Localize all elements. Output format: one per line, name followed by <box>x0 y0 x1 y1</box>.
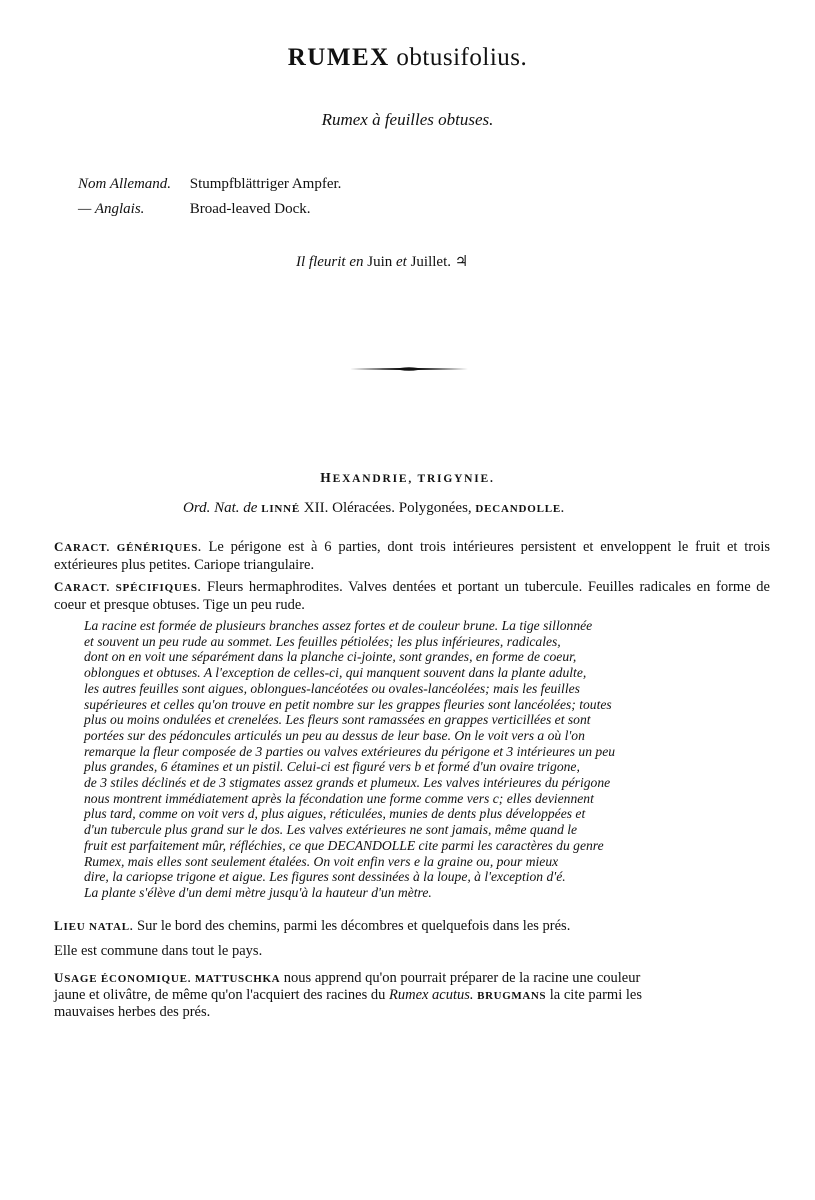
order-families: XII. Oléracées. Polygonées, <box>303 500 472 516</box>
usage-line-2 <box>54 987 770 1004</box>
habitat-text: Sur le bord des chemins, parmi les décombres et quelquefois dans les prés. <box>137 918 571 934</box>
usage-line-1 <box>54 970 770 987</box>
habitat-heading <box>54 918 134 933</box>
generic-text: Le périgone est à 6 parties, dont trois intérieures persistent et enveloppent le fruit et trois extérieures plus petites. Cariope triangulaire. <box>54 539 770 573</box>
linnaean-class <box>0 470 815 486</box>
title-genus: RUMEX <box>287 44 390 71</box>
english-name-row <box>78 197 341 222</box>
english-label: — Anglais. <box>78 201 145 217</box>
usage-author-mattuschka: MATTUSCHKA <box>194 973 281 985</box>
page-title <box>0 44 815 72</box>
divider-ornament <box>350 365 468 373</box>
order-decandolle: DECANDOLLE. <box>475 503 565 515</box>
specific-heading-rest: ARACT. SPÉCIFIQUES. <box>64 582 202 594</box>
usage-author-brugmans: BRUGMANS <box>477 990 547 1002</box>
french-name: Rumex à feuilles obtuses. <box>321 110 494 129</box>
german-label: Nom Allemand. <box>78 176 172 192</box>
specific-heading-initial: C <box>54 579 65 594</box>
description-line: et souvent un peu rude au sommet. Les feuilles pétiolées; les plus inférieures, radicales, <box>84 633 561 649</box>
usage-line-2-end: la cite parmi les <box>549 987 642 1003</box>
description-line: Rumex, mais elles sont seulement étalées. On voit enfin vers e la graine ou, pour mieux <box>84 853 559 869</box>
generic-heading-rest: ARACT. GÉNÉRIQUES. <box>64 542 202 554</box>
flowering-en: en <box>349 254 364 270</box>
german-name-row <box>78 172 341 197</box>
description-line: supérieures et celles qu'on trouve en petit nombre sur les grappes fleuries sont lancéolées; toutes <box>84 696 612 712</box>
habitat-heading-rest: IEU NATAL. <box>63 921 134 933</box>
flowering-prefix: Il fleurit <box>296 254 346 270</box>
description-line: dire, la cariopse trigone et aigue. Les figures sont dessinées à la loupe, à l'exception d'é. <box>84 869 566 885</box>
title-species: obtusifolius. <box>396 44 528 71</box>
description-line: plus tard, comme on voit vers d, plus aigues, réticulées, munies de dents plus développées et <box>84 806 586 822</box>
perennial-symbol: ♃ <box>454 254 469 270</box>
description-line: nous montrent immédiatement après la fécondation une forme comme vers c; elles deviennent <box>84 790 594 806</box>
flowering-month-1: Juin <box>367 254 393 270</box>
description-line: La racine est formée de plusieurs branches assez fortes et de couleur brune. La tige sillonnée <box>84 618 593 633</box>
class-rest: EXANDRIE, TRIGYNIE. <box>332 473 495 485</box>
usage-heading <box>54 970 192 985</box>
common-names <box>78 172 341 222</box>
flowering-month-2: Juillet. <box>410 254 452 270</box>
flowering-line <box>296 252 468 271</box>
description-line: de 3 stiles déclinés et de 3 stigmates assez grands et plumeux. Les valves intérieures du périgone <box>84 775 611 791</box>
usage-line-3: mauvaises herbes des prés. <box>54 1004 211 1020</box>
habitat-frequency <box>54 943 770 960</box>
specific-text: Fleurs hermaphrodites. Valves dentées et portant un tubercule. Feuilles radicales en forme de coeur et presque obtuses. Tige un peu rude. <box>54 579 770 613</box>
order-prefix: Ord. Nat. de <box>183 500 258 516</box>
habitat-heading-initial: L <box>54 918 64 933</box>
description-line: les autres feuilles sont aigues, oblongues-lancéotées ou ovales-lancéolées; mais les feuilles <box>84 680 580 696</box>
usage-species-ref: Rumex acutus. <box>388 987 474 1003</box>
economic-usage <box>54 970 770 1020</box>
description-line: remarque la fleur composée de 3 parties ou valves extérieures du périgone et 3 intérieures un peu <box>84 743 616 759</box>
generic-heading <box>54 539 202 554</box>
description-line: plus ou moins ondulées et crenelées. Les fleurs sont ramassées en grappes verticillées et sont <box>84 712 591 728</box>
generic-heading-initial: C <box>54 539 65 554</box>
description-line: fruit est parfaitement mûr, réfléchies, ce que DECANDOLLE cite parmi les caractères du genre <box>84 837 604 853</box>
specific-heading <box>54 579 202 594</box>
natural-order <box>183 500 565 517</box>
description-line: d'un tubercule plus grand sur le dos. Les valves extérieures ne sont jamais, même quand le <box>84 822 578 838</box>
plant-description <box>84 618 770 901</box>
order-linne: LINNÉ <box>261 503 301 515</box>
usage-heading-rest: SAGE ÉCONOMIQUE. <box>64 973 192 985</box>
usage-line-1-text: nous apprend qu'on pourrait préparer de la racine une couleur <box>283 970 641 986</box>
english-value: Broad-leaved Dock. <box>189 201 311 217</box>
description-line: La plante s'élève d'un demi mètre jusqu'à la hauteur d'un mètre. <box>84 884 432 900</box>
class-initial: H <box>320 470 333 485</box>
habitat <box>54 917 770 936</box>
description-line: dont on en voit une séparément dans la planche ci-jointe, sont grandes, en forme de coeur, <box>84 649 577 665</box>
habitat-frequency-text: Elle est commune dans tout le pays. <box>54 943 263 959</box>
generic-characters <box>54 538 770 574</box>
specific-characters <box>54 578 770 614</box>
usage-line-2-text: jaune et olivâtre, de même qu'on l'acquiert des racines du <box>54 987 386 1003</box>
usage-heading-initial: U <box>54 970 65 985</box>
description-line: plus grandes, 6 étamines et un pistil. Celui-ci est figuré vers b et formé d'un ovaire trigone, <box>84 759 580 775</box>
description-line: oblongues et obtuses. A l'exception de celles-ci, qui manquent souvent dans la plante adulte, <box>84 665 587 681</box>
flowering-et: et <box>396 254 407 270</box>
german-value: Stumpfblättriger Ampfer. <box>189 176 342 192</box>
description-line: portées sur des pédoncules articulés un peu au dessus de leur base. On le voit vers a où l'on <box>84 727 585 743</box>
